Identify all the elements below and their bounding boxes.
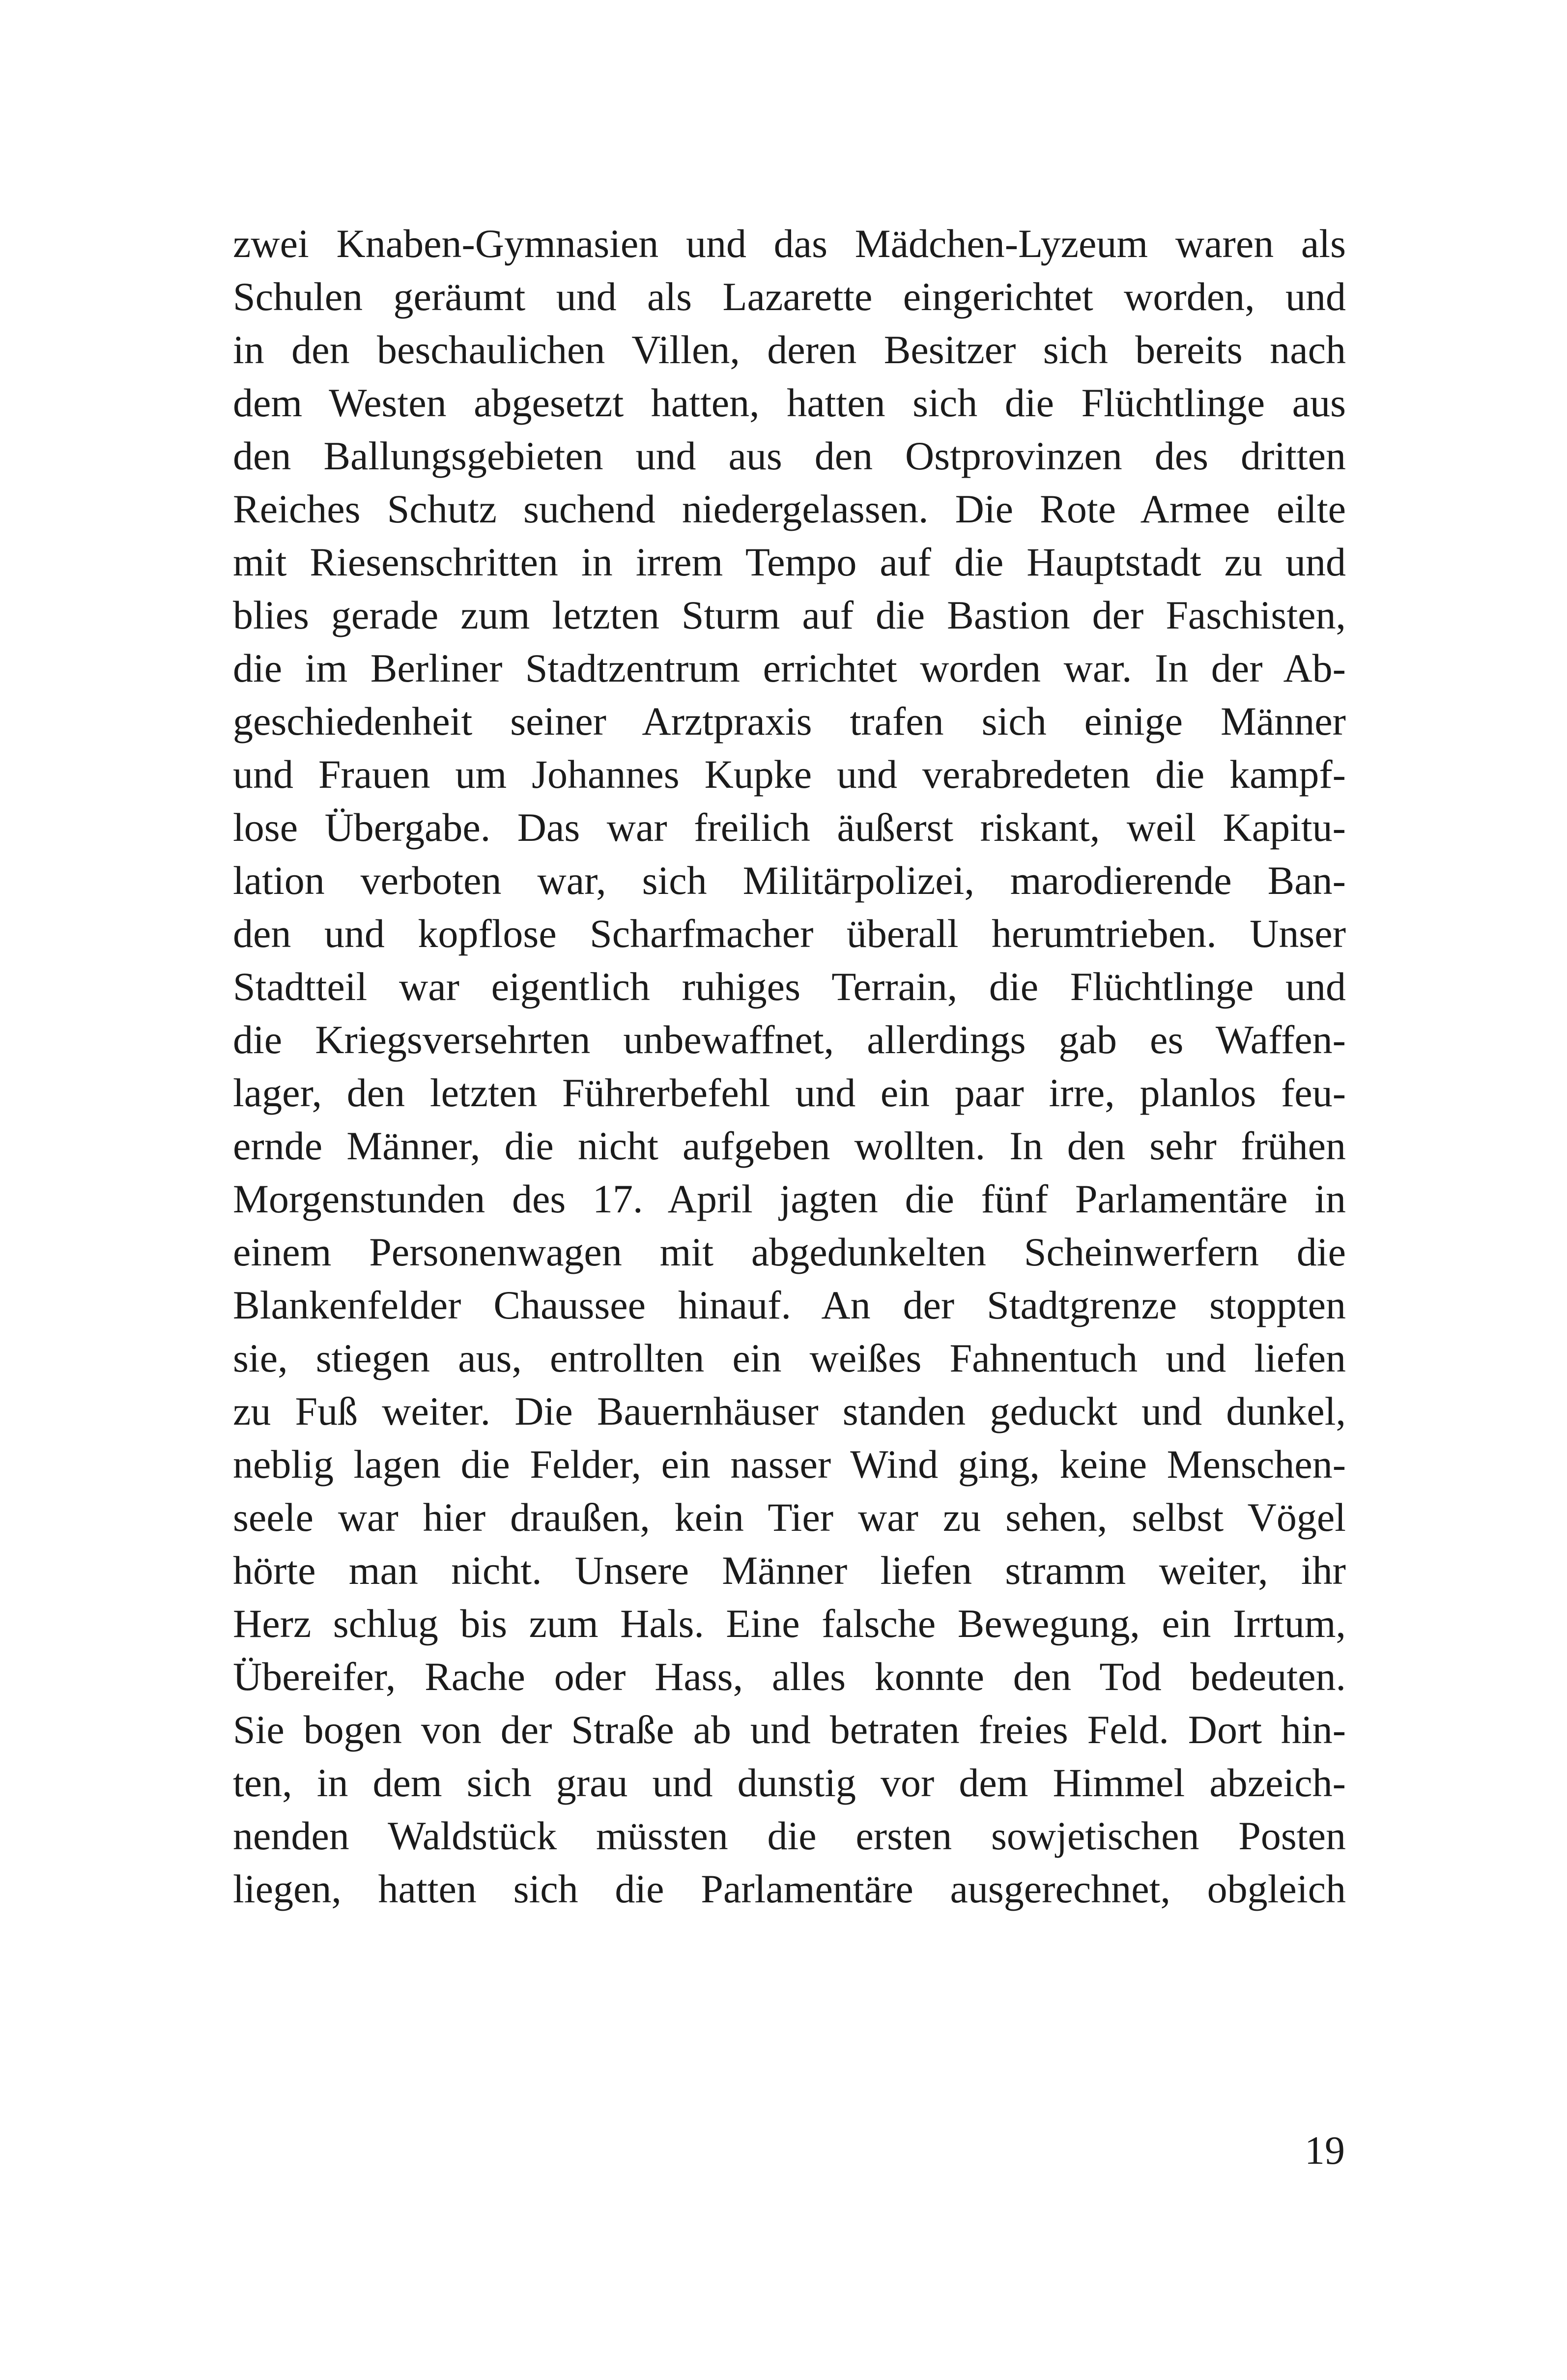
text-line: hörte man nicht. Unsere Männer liefen stramm weiter, ihr (233, 1548, 1346, 1593)
text-line: blies gerade zum letzten Sturm auf die Bastion der Faschisten, (233, 593, 1346, 637)
text-line: mit Riesenschritten in irrem Tempo auf die Hauptstadt zu und (233, 540, 1346, 584)
text-line: lose Übergabe. Das war freilich äußerst riskant, weil Kapitu- (233, 805, 1346, 850)
text-line: und Frauen um Johannes Kupke und verabredeten die kampf- (233, 752, 1346, 797)
text-line: liegen, hatten sich die Parlamentäre ausgerechnet, obgleich (233, 1866, 1346, 1911)
text-line: seele war hier draußen, kein Tier war zu sehen, selbst Vögel (233, 1495, 1346, 1540)
text-line: die Kriegsversehrten unbewaffnet, allerdings gab es Waffen- (233, 1017, 1346, 1062)
text-line: Übereifer, Rache oder Hass, alles konnte den Tod bedeuten. (233, 1654, 1346, 1699)
text-line: neblig lagen die Felder, ein nasser Wind ging, keine Menschen- (233, 1442, 1346, 1487)
text-line: Stadtteil war eigentlich ruhiges Terrain, die Flüchtlinge und (233, 964, 1346, 1009)
text-line: sie, stiegen aus, entrollten ein weißes Fahnentuch und liefen (233, 1336, 1346, 1380)
text-line: ten, in dem sich grau und dunstig vor dem Himmel abzeich- (233, 1760, 1346, 1805)
text-line: zu Fuß weiter. Die Bauernhäuser standen geduckt und dunkel, (233, 1389, 1346, 1434)
text-line: ernde Männer, die nicht aufgeben wollten. In den sehr frühen (233, 1123, 1346, 1168)
text-line: lager, den letzten Führerbefehl und ein paar irre, planlos feu- (233, 1070, 1346, 1115)
text-line: dem Westen abgesetzt hatten, hatten sich die Flüchtlinge aus (233, 380, 1346, 425)
text-line: in den beschaulichen Villen, deren Besitzer sich bereits nach (233, 327, 1346, 372)
text-line: geschiedenheit seiner Arztpraxis trafen sich einige Männer (233, 699, 1346, 744)
page-number: 19 (1305, 2128, 1345, 2173)
text-line: Sie bogen von der Straße ab und betraten freies Feld. Dort hin- (233, 1707, 1346, 1752)
text-line: lation verboten war, sich Militärpolizei, marodierende Ban- (233, 858, 1346, 903)
text-line: Morgenstunden des 17. April jagten die fünf Parlamentäre in (233, 1176, 1346, 1221)
text-line: den und kopflose Scharfmacher überall herumtrieben. Unser (233, 911, 1346, 956)
text-line: den Ballungsgebieten und aus den Ostprovinzen des dritten (233, 433, 1346, 478)
text-line: die im Berliner Stadtzentrum errichtet worden war. In der Ab- (233, 646, 1346, 690)
body-text (233, 217, 1346, 1916)
text-line: einem Personenwagen mit abgedunkelten Scheinwerfern die (233, 1230, 1346, 1274)
text-line: Reiches Schutz suchend niedergelassen. Die Rote Armee eilte (233, 487, 1346, 531)
text-line: Blankenfelder Chaussee hinauf. An der Stadtgrenze stoppten (233, 1283, 1346, 1327)
text-line: Herz schlug bis zum Hals. Eine falsche Bewegung, ein Irrtum, (233, 1601, 1346, 1646)
text-line: nenden Waldstück müssten die ersten sowjetischen Posten (233, 1813, 1346, 1858)
text-line: zwei Knaben-Gymnasien und das Mädchen-Lyzeum waren als (233, 221, 1346, 266)
text-line: Schulen geräumt und als Lazarette eingerichtet worden, und (233, 274, 1346, 319)
